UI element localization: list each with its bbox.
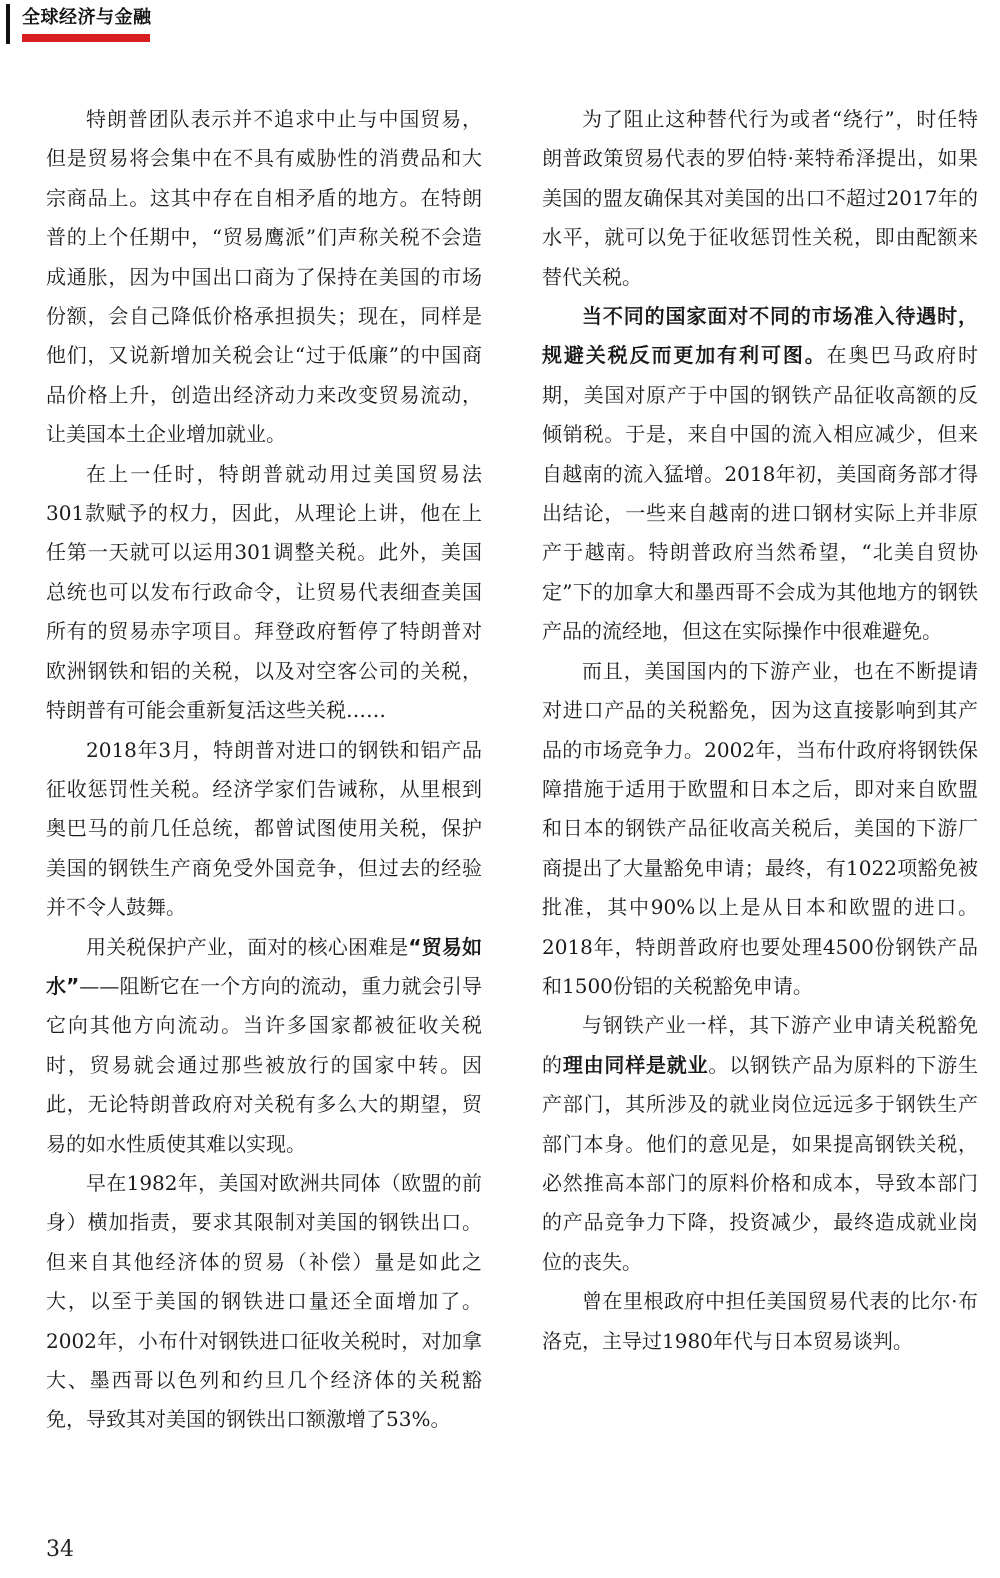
paragraph: [542, 1006, 978, 1282]
bold-text: 当不同的国家面对不同的市场准入待遇时，规避关税反而更加有利可图。: [542, 304, 978, 368]
text-segment: ——阻断它在一个方向的流动，重力就会引导它向其他方向流动。当许多国家都被征收关税时，贸易就会通过那些被放行的国家中转。因此，无论特朗普政府对关税有多么大的期望，贸易的如水性质使其难以实现。: [46, 973, 482, 1156]
text-segment: 在奥巴马政府时期，美国对原产于中国的钢铁产品征收高额的反倾销税。于是，来自中国的流入相应减少，但来自越南的流入猛增。2018年初，美国商务部才得出结论，一些来自越南的进口钢材实际上并非原产于越南。特朗普政府当然希望，“北美自贸协定”下的加拿大和墨西哥不会成为其他地方的钢铁产品的流经地，但这在实际操作中很难避免。: [542, 343, 979, 644]
text-segment: 2018年3月，特朗普对进口的钢铁和铝产品征收惩罚性关税。经济学家们告诫称，从里根到奥巴马的前几任总统，都曾试图使用关税，保护美国的钢铁生产商免受外国竞争，但过去的经验并不令人鼓舞。: [46, 737, 482, 920]
section-title: 全球经济与金融: [22, 7, 152, 28]
paragraph: [46, 928, 482, 1164]
paragraph: [542, 297, 978, 652]
paragraph: [46, 1164, 482, 1440]
paragraph: [542, 652, 978, 1007]
paragraph: [542, 100, 978, 297]
text-segment: 用关税保护产业，面对的核心困难是: [86, 934, 409, 959]
header-accent-bar: [6, 4, 10, 44]
right-column: [542, 100, 978, 1361]
paragraph: [46, 731, 482, 928]
paragraph: [46, 455, 482, 731]
text-segment: 特朗普团队表示并不追求中止与中国贸易，但是贸易将会集中在不具有威胁性的消费品和大宗商品上。这其中存在自相矛盾的地方。在特朗普的上个任期中，“贸易鹰派”们声称关税不会造成通胀，因为中国出口商为了保持在美国的市场份额，会自己降低价格承担损失；现在，同样是他们，又说新增加关税会让“过于低廉”的中国商品价格上升，创造出经济动力来改变贸易流动，让美国本土企业增加就业。: [46, 107, 482, 447]
text-segment: 与钢铁产业一样，其下游产业申请关税豁免的: [542, 1013, 978, 1077]
text-segment: 而且，美国国内的下游产业，也在不断提请对进口产品的关税豁免，因为这直接影响到其产品的市场竞争力。2002年，当布什政府将钢铁保障措施于适用于欧盟和日本之后，即对来自欧盟和日本的钢铁产品征收高关税后，美国的下游厂商提出了大量豁免申请；最终，有1022项豁免被批准，其中90%以上是从日本和欧盟的进口。2018年，特朗普政府也要处理4500份钢铁产品和1500份铝的关税豁免申请。: [542, 658, 978, 998]
paragraph: [542, 1282, 978, 1361]
text-segment: 在上一任时，特朗普就动用过美国贸易法301款赋予的权力，因此，从理论上讲，他在上任第一天就可以运用301调整关税。此外，美国总统也可以发布行政命令，让贸易代表细查美国所有的贸易赤字项目。拜登政府暂停了特朗普对欧洲钢铁和铝的关税，以及对空客公司的关税，特朗普有可能会重新复活这些关税……: [46, 461, 482, 723]
page-number: 34: [46, 1537, 74, 1562]
left-column: [46, 100, 482, 1440]
header-red-underline: [22, 34, 150, 42]
text-segment: 曾在里根政府中担任美国贸易代表的比尔·布洛克，主导过1980年代与日本贸易谈判。: [542, 1289, 978, 1353]
text-segment: 早在1982年，美国对欧洲共同体（欧盟的前身）横加指责，要求其限制对美国的钢铁出口。但来自其他经济体的贸易（补偿）量是如此之大，以至于美国的钢铁进口量还全面增加了。2002年，小布什对钢铁进口征收关税时，对加拿大、墨西哥以色列和约旦几个经济体的关税豁免，导致其对美国的钢铁出口额激增了53%。: [46, 1170, 482, 1432]
bold-text: “贸易如水”: [46, 934, 482, 998]
paragraph: [46, 100, 482, 455]
text-segment: 为了阻止这种替代行为或者“绕行”，时任特朗普政策贸易代表的罗伯特·莱特希泽提出，如果美国的盟友确保其对美国的出口不超过2017年的水平，就可以免于征收惩罚性关税，即由配额来替代关税。: [542, 107, 978, 289]
text-segment: 。以钢铁产品为原料的下游生产部门，其所涉及的就业岗位远远多于钢铁生产部门本身。他们的意见是，如果提高钢铁关税，必然推高本部门的原料价格和成本，导致本部门的产品竞争力下降，投资减少，最终造成就业岗位的丧失。: [542, 1052, 979, 1274]
bold-text: 理由同样是就业: [562, 1052, 709, 1077]
